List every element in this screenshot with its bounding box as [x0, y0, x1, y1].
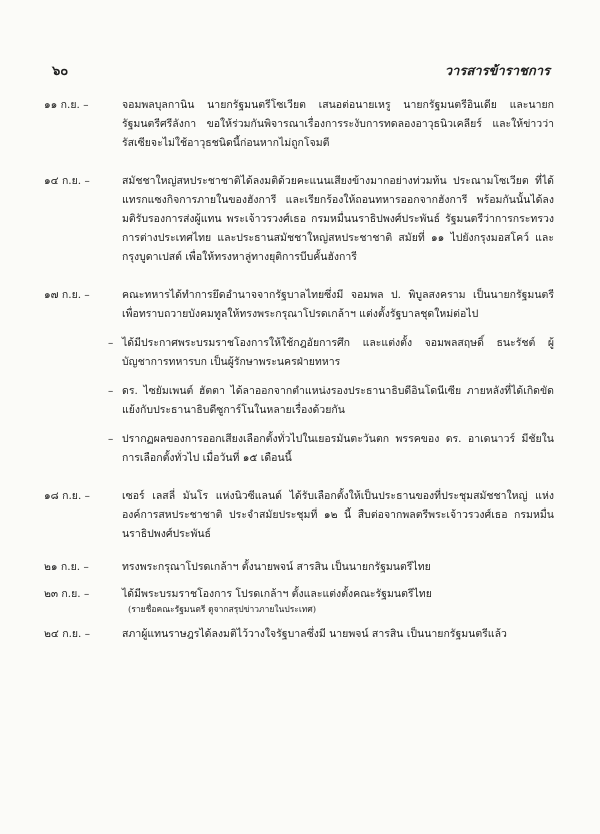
chronology-entry — [0, 625, 600, 644]
chronology-entry — [0, 286, 600, 468]
entry-subitem — [108, 430, 554, 468]
page-number: ๖๐ — [52, 64, 69, 79]
chronology-entry — [0, 96, 600, 153]
entry-date: ๑๔ ก.ย. – — [44, 175, 90, 187]
entry-text: ปรากฏผลของการออกเสียงเลือกตั้งทั่วไปในเยอรมันตะวันตก พรรคของ ดร. อาเดนาวร์ มีชัยในการเลือกตั้งทั่วไป เมื่อวันที่ ๑๕ เดือนนี้ — [122, 433, 554, 464]
entry-text: ได้มีประกาศพระบรมราชโองการให้ใช้กฎอัยการศึก และแต่งตั้ง จอมพลสฤษดิ์ ธนะรัชต์ ผู้บัญชาการทหารบก เป็นผู้รักษาพระนครฝ่ายทหาร — [122, 337, 554, 368]
journal-title: วารสารข้าราชการ — [444, 64, 550, 79]
entry-subitem — [108, 334, 554, 372]
entry-body — [108, 96, 554, 153]
entry-text: สภาผู้แทนราษฎรได้ลงมติไว้วางใจรัฐบาลซึ่งมี นายพจน์ สารสิน เป็นนายกรัฐมนตรีแล้ว — [122, 628, 507, 640]
entry-item — [108, 172, 554, 267]
entry-body — [108, 585, 554, 617]
item-dash: – — [108, 385, 114, 397]
entry-text: ดร. ไซยัมเพนต์ ฮัตตา ได้ลาออกจากตำแหน่งรองประธานาธิบดีอินโดนีเซีย ภายหลังที่ได้เกิดขัดแย้งกับประธานาธิบดีซูการ์โนในหลายเรื่องด้วยกัน — [122, 385, 554, 416]
entry-body — [108, 172, 554, 267]
entry-note: (รายชื่อคณะรัฐมนตรี ดูจากสรุปข่าวภายในประเทศ) — [128, 605, 317, 615]
entry-item — [108, 286, 554, 324]
chronology-entry — [0, 585, 600, 617]
entry-text: ทรงพระกรุณาโปรดเกล้าฯ ตั้งนายพจน์ สารสิน เป็นนายกรัฐมนตรีไทย — [122, 561, 431, 573]
entry-subitem — [108, 382, 554, 420]
chronology-entry — [0, 172, 600, 267]
entry-item — [108, 558, 554, 577]
entry-item — [108, 487, 554, 544]
entry-body — [108, 286, 554, 468]
entry-date: ๑๗ ก.ย. – — [44, 289, 90, 301]
entry-text: สมัชชาใหญ่สหประชาชาติได้ลงมติด้วยคะแนนเสียงข้างมากอย่างท่วมท้น ประณามโซเวียต ที่ได้แทรกแซงกิจการภายในของฮังการี และเรียกร้องให้ถอนทหารออกจากฮังการี พร้อมกันนั้นได้ลงมติรับรองการส่งผู้แทน พระเจ้าวรวงศ์เธอ กรมหมื่นนราธิปพงศ์ประพันธ์ รัฐมนตรีว่าการกระทรวงการต่างประเทศไทย และประธานสมัชชาใหญ่สหประชาชาติ สมัยที่ ๑๑ ไปยังกรุงมอสโคว์ และกรุงบูดาเปสต์ เพื่อให้ทรงหาลู่ทางยุติการบีบคั้นฮังการี — [122, 175, 554, 263]
entry-item — [108, 625, 554, 644]
entry-item — [108, 96, 554, 153]
chronology-entry — [0, 487, 600, 544]
chronology-entry — [0, 558, 600, 577]
entry-text: คณะทหารได้ทำการยึดอำนาจจากรัฐบาลไทยซึ่งมี จอมพล ป. พิบูลสงคราม เป็นนายกรัฐมนตรี เพื่อทราบถวายบังคมทูลให้ทรงพระกรุณาโปรดเกล้าฯ แต่งตั้งรัฐบาลชุดใหม่ต่อไป — [122, 289, 554, 320]
chronology-list — [0, 96, 600, 644]
entry-text: ได้มีพระบรมราชโองการ โปรดเกล้าฯ ตั้งและแต่งตั้งคณะรัฐมนตรีไทย — [122, 588, 432, 600]
item-dash: – — [108, 337, 114, 349]
entry-body — [108, 487, 554, 544]
entry-date: ๒๑ ก.ย. – — [44, 561, 89, 573]
entry-date: ๒๔ ก.ย. – — [44, 628, 90, 640]
entry-body — [108, 625, 554, 644]
entry-date: ๑๘ ก.ย. – — [44, 490, 90, 502]
entry-item — [108, 585, 554, 617]
entry-text: จอมพลบุลกานิน นายกรัฐมนตรีโซเวียต เสนอต่อนายเหรู นายกรัฐมนตรีอินเดีย และนายกรัฐมนตรีศรีลังกา ขอให้ร่วมกันพิจารณาเรื่องการระงับการทดลองอาวุธนิวเคลียร์ และให้ข่าวว่ารัสเซียจะไม่ใช้อาวุธชนิดนี้ก่อนหากไม่ถูกโจมตี — [122, 99, 554, 149]
entry-date: ๒๓ ก.ย. – — [44, 588, 90, 600]
entry-body — [108, 558, 554, 577]
entry-text: เซอร์ เลสลี่ มันโร แห่งนิวซีแลนด์ ได้รับเลือกตั้งให้เป็นประธานของที่ประชุมสมัชชาใหญ่ แห่งองค์การสหประชาชาติ ประจำสมัยประชุมที่ ๑๒ นี้ สืบต่อจากพลตรีพระเจ้าวรวงศ์เธอ กรมหมื่นนราธิปพงศ์ประพันธ์ — [122, 490, 554, 540]
entry-date: ๑๑ ก.ย. – — [44, 99, 89, 111]
item-dash: – — [108, 433, 114, 445]
